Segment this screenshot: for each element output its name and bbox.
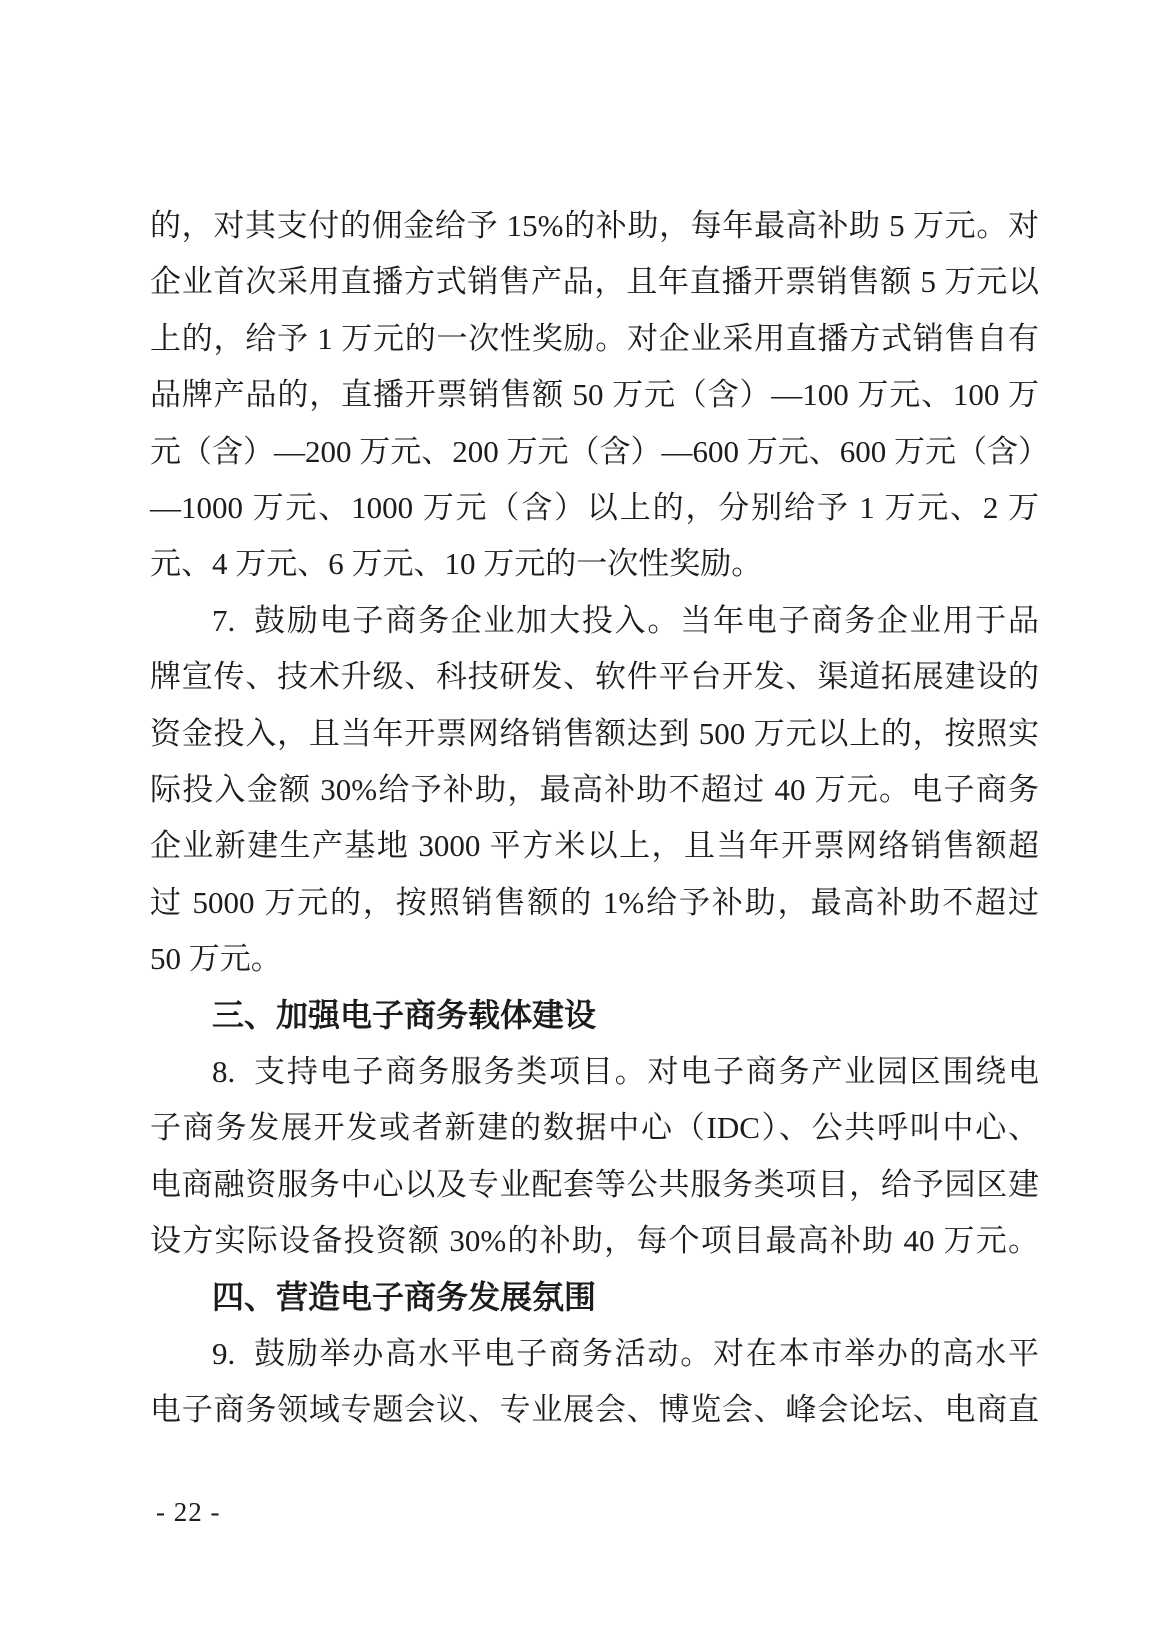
item-9-text: 对在本市举办的高水平: [713, 1335, 1040, 1371]
text-line: 企业首次采用直播方式销售产品，且年直播开票销售额 5 万元以: [150, 264, 1039, 300]
item-9-number: 9.: [212, 1335, 236, 1371]
item-8-first-line: [150, 1044, 1039, 1100]
text-line: 设方实际设备投资额 30%的补助，每个项目最高补助 40 万元。: [150, 1223, 1039, 1259]
text-line: 资金投入，且当年开票网络销售额达到 500 万元以上的，按照实: [150, 715, 1039, 751]
text-line: 元（含）—200 万元、200 万元（含）—600 万元、600 万元（含）: [150, 433, 1049, 469]
item-9-first-line: [150, 1326, 1039, 1382]
section-heading-4: 四、营造电子商务发展氛围: [212, 1279, 597, 1316]
section-heading-3: 三、加强电子商务载体建设: [212, 997, 597, 1034]
text-line: 电商融资服务中心以及专业配套等公共服务类项目，给予园区建: [150, 1166, 1039, 1202]
text-line: 牌宣传、技术升级、科技研发、软件平台开发、渠道拓展建设的: [150, 659, 1039, 695]
page-number: - 22 -: [156, 1497, 221, 1527]
item-8-text: 对电子商务产业园区围绕电: [647, 1053, 1040, 1089]
text-line: 的，对其支付的佣金给予 15%的补助，每年最高补助 5 万元。对: [150, 208, 1039, 243]
item-7-title: 鼓励电子商务企业加大投入。: [252, 602, 681, 638]
document-body: [150, 198, 1049, 1439]
text-line: 电子商务领域专题会议、专业展会、博览会、峰会论坛、电商直: [150, 1392, 1039, 1428]
text-line: 际投入金额 30%给予补助，最高补助不超过 40 万元。电子商务: [150, 771, 1039, 807]
text-line: 元、4 万元、6 万元、10 万元的一次性奖励。: [150, 546, 763, 582]
text-line: 50 万元。: [150, 941, 282, 977]
item-9-title: 鼓励举办高水平电子商务活动。: [252, 1335, 713, 1371]
text-line: —1000 万元、1000 万元（含）以上的，分别给予 1 万元、2 万: [150, 489, 1039, 525]
text-line: 过 5000 万元的，按照销售额的 1%给予补助，最高补助不超过: [150, 884, 1039, 920]
item-8-title: 支持电子商务服务类项目。: [252, 1053, 648, 1089]
item-8-number: 8.: [212, 1053, 236, 1089]
item-7-first-line: [150, 593, 1039, 649]
text-line: 品牌产品的，直播开票销售额 50 万元（含）—100 万元、100 万: [150, 377, 1039, 413]
text-line: 子商务发展开发或者新建的数据中心（IDC）、公共呼叫中心、: [150, 1110, 1039, 1146]
text-line: 上的，给予 1 万元的一次性奖励。对企业采用直播方式销售自有: [150, 320, 1039, 356]
text-line: 企业新建生产基地 3000 平方米以上，且当年开票网络销售额超: [150, 828, 1039, 864]
item-7-text: 当年电子商务企业用于品: [680, 602, 1040, 638]
item-7-number: 7.: [212, 602, 236, 638]
